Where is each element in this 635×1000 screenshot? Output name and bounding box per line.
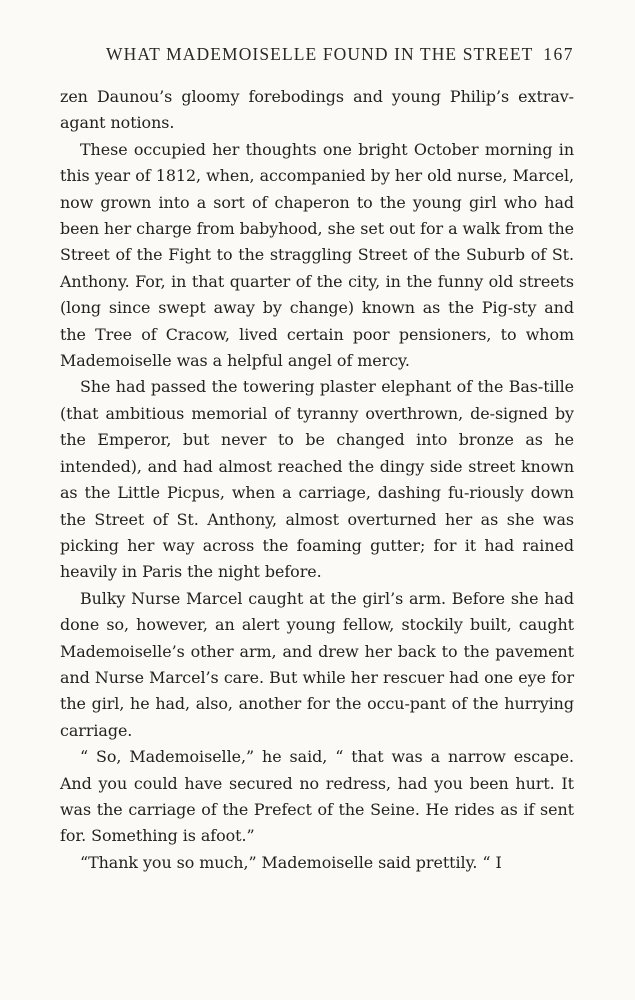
book-page xyxy=(60,44,574,876)
running-head-title: WHAT MADEMOISELLE FOUND IN THE STREET xyxy=(106,44,534,64)
page-number: 167 xyxy=(543,44,574,64)
running-head xyxy=(60,44,574,74)
paragraph-continued: zen Daunou’s gloomy forebodings and young Philip’s extrav-agant notions. xyxy=(60,87,574,133)
paragraph: She had passed the towering plaster elephant of the Bas-tille (that ambitious memorial of tyranny overthrown, de-signed by the Emperor, but never to be changed into bronze as he intended), and had almost reached the dingy side street known as the Little Picpus, when a carriage, dashing fu-riously down the Street of St. Anthony, almost overturned her as she was picking her way across the foaming gutter; for it had rained heavily in Paris the night before. xyxy=(60,377,574,582)
body-text xyxy=(60,84,574,876)
paragraph-last: “Thank you so much,” Mademoiselle said prettily. “ I xyxy=(80,852,502,872)
paragraph: Bulky Nurse Marcel caught at the girl’s arm. Before she had done so, however, an alert young fellow, stockily built, caught Mademoiselle’s other arm, and drew her back to the pavement and Nurse Marcel’s care. But while her rescuer had one eye for the girl, he had, also, another for the occu-pant of the hurrying carriage. xyxy=(60,588,574,740)
paragraph: These occupied her thoughts one bright October morning in this year of 1812, when, accompanied by her old nurse, Marcel, now grown into a sort of chaperon to the young girl who had been her charge from babyhood, she set out for a walk from the Street of the Fight to the straggling Street of the Suburb of St. Anthony. For, in that quarter of the city, in the funny old streets (long since swept away by change) known as the Pig-sty and the Tree of Cracow, lived certain poor pensioners, to whom Mademoiselle was a helpful angel of mercy. xyxy=(60,139,574,371)
paragraph: “ So, Mademoiselle,” he said, “ that was a narrow escape. And you could have secured no redress, had you been hurt. It was the carriage of the Prefect of the Seine. He rides as if sent for. Something is afoot.” xyxy=(60,747,574,846)
